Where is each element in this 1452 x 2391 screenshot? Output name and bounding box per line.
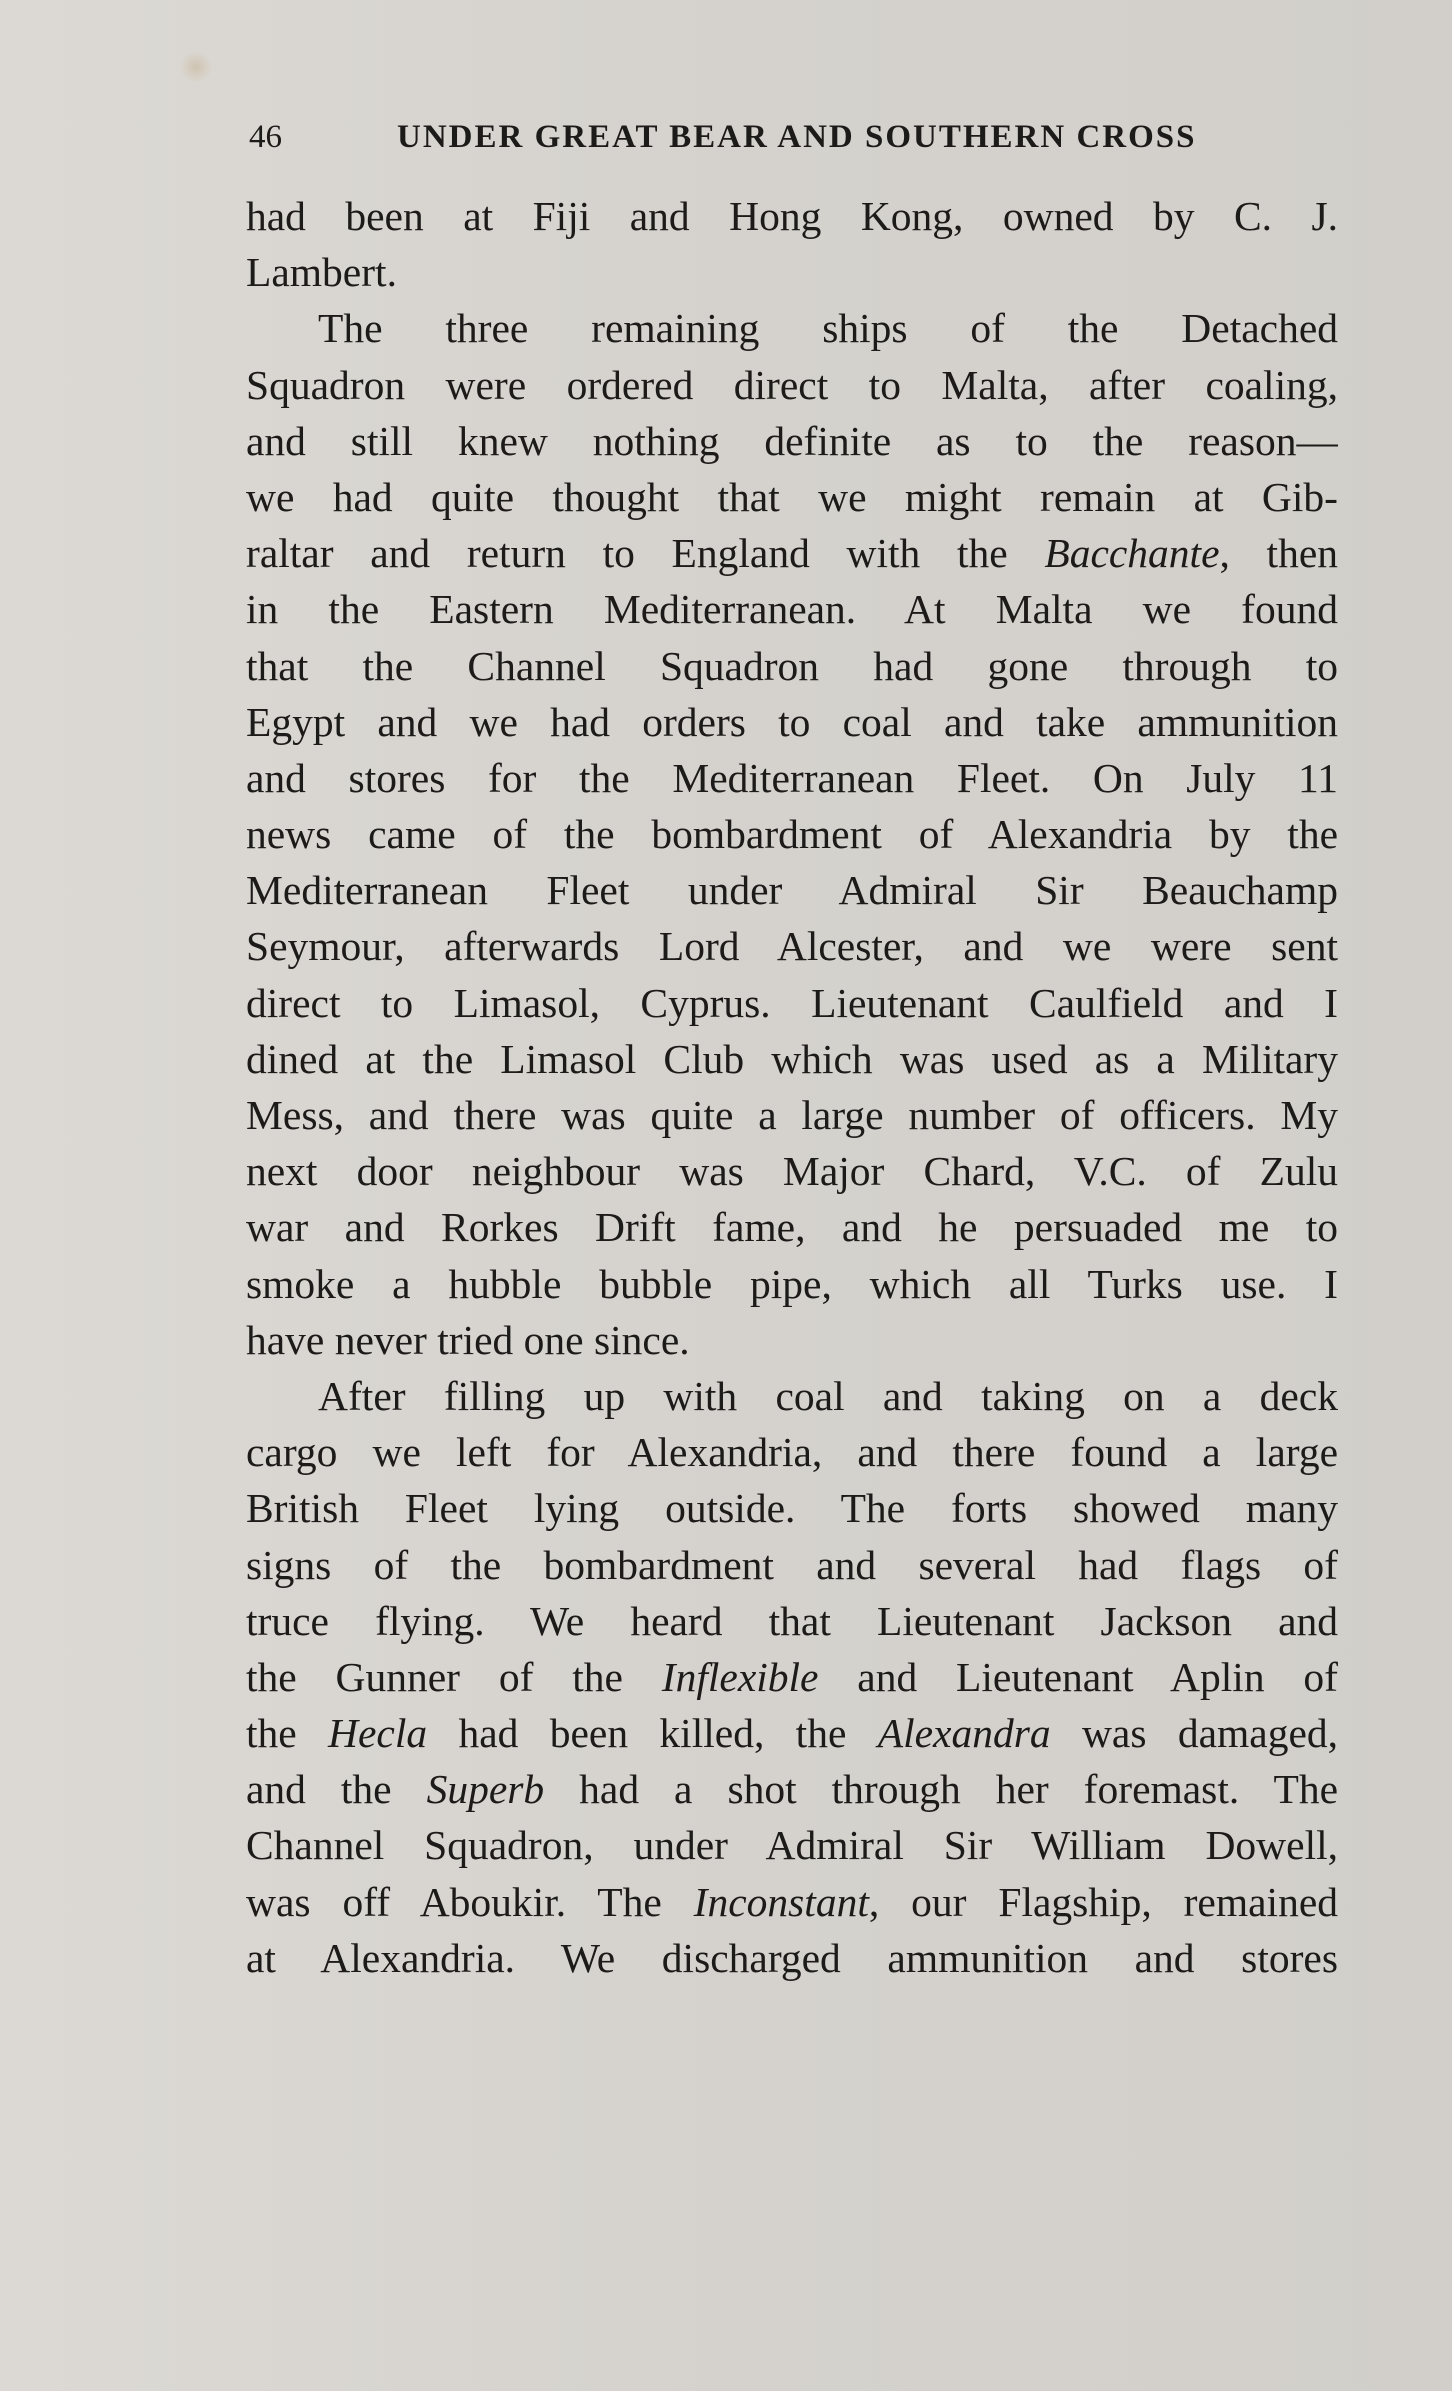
text-line: war and Rorkes Drift fame, and he persuaded me to	[246, 1204, 1338, 1251]
text-line: Channel Squadron, under Admiral Sir William Dowell,	[246, 1822, 1338, 1869]
paper-stain	[178, 52, 214, 82]
text-line: had been at Fiji and Hong Kong, owned by C. J.	[246, 193, 1338, 239]
text-line: Seymour, afterwards Lord Alcester, and we were sent	[246, 923, 1338, 970]
text-line: the Gunner of the Inflexible and Lieutenant Aplin of	[246, 1653, 1338, 1700]
text-line: Squadron were ordered direct to Malta, after coaling,	[246, 361, 1338, 408]
text-line: Egypt and we had orders to coal and take ammunition	[246, 698, 1338, 745]
page-number: 46	[249, 119, 282, 155]
running-head: UNDER GREAT BEAR AND SOUTHERN CROSS	[397, 119, 1197, 155]
text-line: cargo we left for Alexandria, and there found a large	[246, 1429, 1338, 1476]
text-line: we had quite thought that we might remain at Gib-	[246, 473, 1338, 520]
text-line: After filling up with coal and taking on a deck	[318, 1372, 1338, 1419]
page-header	[249, 112, 1249, 162]
text-line: truce flying. We heard that Lieutenant Jackson and	[246, 1597, 1338, 1644]
text-line: dined at the Limasol Club which was used as a Military	[246, 1035, 1338, 1082]
text-line: and stores for the Mediterranean Fleet. On July 11	[246, 754, 1338, 801]
body-text	[246, 188, 1338, 1986]
text-line: that the Channel Squadron had gone through to	[246, 642, 1338, 689]
text-line: British Fleet lying outside. The forts showed many	[246, 1485, 1338, 1532]
text-line: in the Eastern Mediterranean. At Malta we found	[246, 586, 1338, 633]
text-line: Mess, and there was quite a large number of officers. My	[246, 1092, 1338, 1138]
text-line: and still knew nothing definite as to the reason—	[246, 417, 1338, 464]
text-line: Lambert.	[246, 249, 397, 296]
text-line: direct to Limasol, Cyprus. Lieutenant Caulfield and I	[246, 979, 1338, 1026]
text-line: news came of the bombardment of Alexandria by the	[246, 811, 1338, 858]
text-line: signs of the bombardment and several had flags of	[246, 1541, 1338, 1588]
text-line: at Alexandria. We discharged ammunition and stores	[246, 1934, 1338, 1981]
text-line: Mediterranean Fleet under Admiral Sir Beauchamp	[246, 867, 1338, 914]
text-line: was off Aboukir. The Inconstant, our Flagship, remained	[246, 1878, 1338, 1925]
text-line: the Hecla had been killed, the Alexandra was damaged,	[246, 1710, 1338, 1757]
text-line: raltar and return to England with the Bacchante, then	[246, 530, 1338, 577]
text-line: have never tried one since.	[246, 1316, 690, 1363]
text-line: next door neighbour was Major Chard, V.C. of Zulu	[246, 1148, 1338, 1195]
text-line: and the Superb had a shot through her foremast. The	[246, 1766, 1338, 1813]
text-line: The three remaining ships of the Detached	[318, 305, 1338, 352]
text-line: smoke a hubble bubble pipe, which all Turks use. I	[246, 1260, 1338, 1307]
